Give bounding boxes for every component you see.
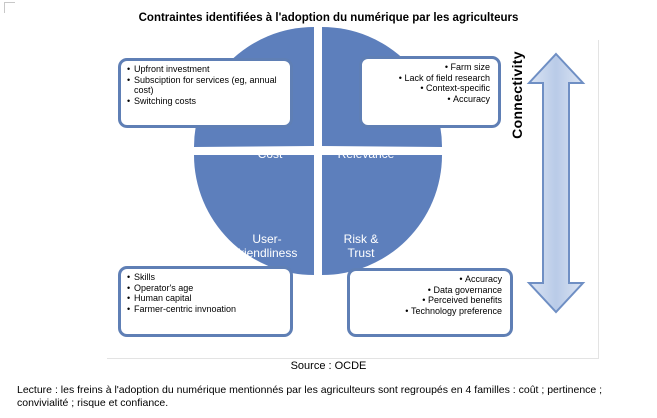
- risk-trust-line1: Risk &: [343, 232, 379, 246]
- relevance-factors-list: [366, 62, 490, 104]
- quadrant-cost-label: Cost: [257, 147, 283, 161]
- bullet-item: • Operator's age: [127, 283, 286, 294]
- bullet-item: • Accuracy: [354, 274, 502, 285]
- connectivity-label: Connectivity: [509, 51, 525, 139]
- bullet-item: • Upfront investment: [127, 64, 286, 75]
- user-friendliness-line1: User-: [252, 232, 282, 246]
- risk-trust-factors-box: [347, 268, 513, 337]
- bullet-item: • Farm size: [366, 62, 490, 73]
- connectivity-arrow: [529, 54, 583, 312]
- source-note: Source : OCDE: [290, 360, 367, 372]
- quadrant-relevance-label: Relevance: [337, 147, 395, 161]
- bullet-item: • Subsciption for services (eg, annual cost): [127, 75, 286, 96]
- bullet-item: • Technology preference: [354, 306, 502, 317]
- caption-text: Lecture : les freins à l'adoption du numérique mentionnés par les agriculteurs sont regroupés en 4 familles : coût ; pertinence ; convivialité ; risque et confiance.: [17, 384, 603, 409]
- bullet-item: • Lack of field research: [366, 73, 490, 84]
- figure-title: Contraintes identifiées à l'adoption du numérique par les agriculteurs: [138, 12, 519, 24]
- quadrant-user-friendliness-label: [222, 232, 312, 260]
- cost-factors-box: [118, 58, 293, 128]
- cost-factors-list: [127, 64, 286, 106]
- quadrant-risk-trust-label: [326, 232, 396, 260]
- bullet-item: • Skills: [127, 272, 286, 283]
- risk-trust-factors-list: [354, 274, 502, 316]
- user-friendliness-factors-list: [127, 272, 286, 314]
- risk-trust-line2: Trust: [347, 246, 375, 260]
- user-friendliness-factors-box: [118, 266, 293, 337]
- bullet-item: • Farmer-centric invnoation: [127, 304, 286, 315]
- user-friendliness-line2: friendliness: [236, 246, 298, 260]
- relevance-factors-box: [359, 56, 501, 128]
- bullet-item: • Accuracy: [366, 94, 490, 105]
- bullet-item: • Human capital: [127, 293, 286, 304]
- bullet-item: • Switching costs: [127, 96, 286, 107]
- bullet-item: • Perceived benefits: [354, 295, 502, 306]
- bullet-item: • Context-specific: [366, 83, 490, 94]
- bullet-item: • Data governance: [354, 285, 502, 296]
